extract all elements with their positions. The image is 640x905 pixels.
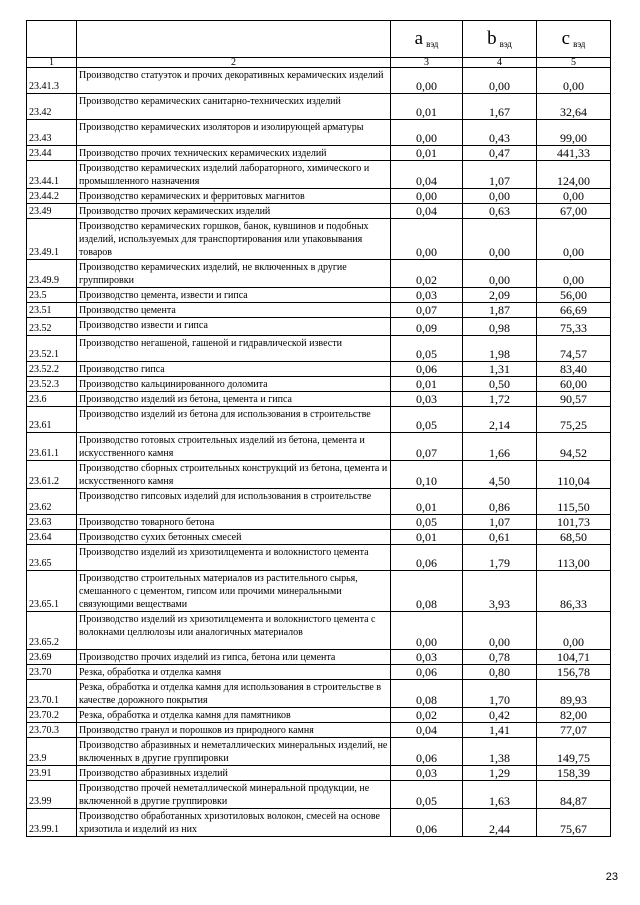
value-b: 0,00	[463, 260, 537, 288]
row-name: Производство керамических изделий лабораторного, химического и промышленного назначения	[77, 161, 391, 189]
row-name: Производство готовых строительных изделий из бетона, цемента и искусственного камня	[77, 433, 391, 461]
value-b: 0,78	[463, 650, 537, 665]
table-row	[27, 362, 611, 377]
value-b: 1,07	[463, 515, 537, 530]
row-name: Производство керамических санитарно-технических изделий	[77, 94, 391, 120]
value-a: 0,06	[391, 545, 463, 571]
row-name: Производство товарного бетона	[77, 515, 391, 530]
value-b: 1,41	[463, 723, 537, 738]
table-row	[27, 219, 611, 260]
header-c: c $_{вэд}$	[537, 21, 611, 58]
value-b: 2,44	[463, 809, 537, 837]
value-a: 0,00	[391, 612, 463, 650]
value-b: 1,98	[463, 336, 537, 362]
row-name: Производство керамических изделий, не включенных в другие группировки	[77, 260, 391, 288]
column-number-row	[27, 58, 611, 68]
header-a: a $_{вэд}$	[391, 21, 463, 58]
row-name: Резка, обработка и отделка камня для использования в строительстве в качестве дорожного покрытия	[77, 680, 391, 708]
value-c: 83,40	[537, 362, 611, 377]
row-code: 23.70.1	[27, 680, 77, 708]
row-code: 23.64	[27, 530, 77, 545]
value-c: 0,00	[537, 612, 611, 650]
value-a: 0,00	[391, 189, 463, 204]
table-row	[27, 680, 611, 708]
value-a: 0,01	[391, 146, 463, 161]
value-a: 0,04	[391, 204, 463, 219]
table-row	[27, 161, 611, 189]
value-b: 0,00	[463, 68, 537, 94]
value-c: 149,75	[537, 738, 611, 766]
column-number: 1	[27, 58, 77, 68]
value-b: 2,14	[463, 407, 537, 433]
table-row	[27, 530, 611, 545]
row-name: Производство гипсовых изделий для использования в строительстве	[77, 489, 391, 515]
row-name: Производство сухих бетонных смесей	[77, 530, 391, 545]
row-name: Производство прочей неметаллической минеральной продукции, не включенной в другие группировки	[77, 781, 391, 809]
header-name-cell	[77, 21, 391, 58]
value-b: 0,50	[463, 377, 537, 392]
value-c: 99,00	[537, 120, 611, 146]
table-row	[27, 809, 611, 837]
value-c: 158,39	[537, 766, 611, 781]
row-name: Производство керамических и ферритовых магнитов	[77, 189, 391, 204]
value-a: 0,08	[391, 571, 463, 612]
row-code: 23.99.1	[27, 809, 77, 837]
row-code: 23.42	[27, 94, 77, 120]
value-a: 0,05	[391, 515, 463, 530]
value-b: 1,79	[463, 545, 537, 571]
value-c: 66,69	[537, 303, 611, 318]
value-b: 0,43	[463, 120, 537, 146]
header-row	[27, 21, 611, 58]
row-code: 23.63	[27, 515, 77, 530]
value-a: 0,05	[391, 407, 463, 433]
value-b: 0,63	[463, 204, 537, 219]
row-code: 23.61	[27, 407, 77, 433]
column-number: 2	[77, 58, 391, 68]
table-row	[27, 489, 611, 515]
value-c: 94,52	[537, 433, 611, 461]
value-a: 0,05	[391, 336, 463, 362]
row-name: Производство негашеной, гашеной и гидравлической извести	[77, 336, 391, 362]
row-code: 23.44.1	[27, 161, 77, 189]
row-code: 23.49.9	[27, 260, 77, 288]
row-code: 23.51	[27, 303, 77, 318]
value-a: 0,06	[391, 809, 463, 837]
table-row	[27, 407, 611, 433]
column-number: 4	[463, 58, 537, 68]
table-row	[27, 515, 611, 530]
value-c: 89,93	[537, 680, 611, 708]
value-c: 0,00	[537, 68, 611, 94]
row-name: Производство абразивных изделий	[77, 766, 391, 781]
value-a: 0,06	[391, 738, 463, 766]
row-code: 23.52.3	[27, 377, 77, 392]
row-name: Производство прочих изделий из гипса, бетона или цемента	[77, 650, 391, 665]
row-name: Производство изделий из хризотилцемента и волокнистого цемента с волокнами целлюлозы или аналогичных материалов	[77, 612, 391, 650]
value-c: 68,50	[537, 530, 611, 545]
row-code: 23.52.2	[27, 362, 77, 377]
row-code: 23.43	[27, 120, 77, 146]
value-a: 0,03	[391, 766, 463, 781]
value-c: 77,07	[537, 723, 611, 738]
table-row	[27, 708, 611, 723]
value-a: 0,03	[391, 650, 463, 665]
value-c: 84,87	[537, 781, 611, 809]
row-code: 23.61.2	[27, 461, 77, 489]
table-row	[27, 392, 611, 407]
row-name: Производство цемента	[77, 303, 391, 318]
value-b: 1,70	[463, 680, 537, 708]
table-row	[27, 318, 611, 336]
value-a: 0,01	[391, 377, 463, 392]
column-number: 3	[391, 58, 463, 68]
value-b: 1,07	[463, 161, 537, 189]
value-a: 0,01	[391, 489, 463, 515]
value-c: 56,00	[537, 288, 611, 303]
coefficients-table	[26, 20, 611, 837]
table-row	[27, 766, 611, 781]
value-a: 0,01	[391, 530, 463, 545]
value-c: 0,00	[537, 189, 611, 204]
row-name: Производство обработанных хризотиловых волокон, смесей на основе хризотила и изделий из них	[77, 809, 391, 837]
value-c: 113,00	[537, 545, 611, 571]
value-c: 74,57	[537, 336, 611, 362]
row-code: 23.70	[27, 665, 77, 680]
row-name: Резка, обработка и отделка камня	[77, 665, 391, 680]
value-a: 0,00	[391, 68, 463, 94]
value-c: 104,71	[537, 650, 611, 665]
row-code: 23.52.1	[27, 336, 77, 362]
value-c: 115,50	[537, 489, 611, 515]
value-a: 0,08	[391, 680, 463, 708]
value-a: 0,07	[391, 303, 463, 318]
value-c: 32,64	[537, 94, 611, 120]
table-row	[27, 288, 611, 303]
table-row	[27, 120, 611, 146]
row-name: Производство кальцинированного доломита	[77, 377, 391, 392]
table-row	[27, 650, 611, 665]
value-c: 75,33	[537, 318, 611, 336]
value-b: 0,86	[463, 489, 537, 515]
table-row	[27, 146, 611, 161]
value-b: 2,09	[463, 288, 537, 303]
row-code: 23.70.2	[27, 708, 77, 723]
value-b: 0,42	[463, 708, 537, 723]
table-row	[27, 260, 611, 288]
table-row	[27, 433, 611, 461]
value-a: 0,06	[391, 362, 463, 377]
value-a: 0,06	[391, 665, 463, 680]
row-code: 23.99	[27, 781, 77, 809]
table-row	[27, 723, 611, 738]
value-a: 0,07	[391, 433, 463, 461]
value-a: 0,05	[391, 781, 463, 809]
value-a: 0,04	[391, 161, 463, 189]
value-a: 0,00	[391, 219, 463, 260]
table-row	[27, 377, 611, 392]
table-row	[27, 68, 611, 94]
value-b: 0,61	[463, 530, 537, 545]
value-b: 1,31	[463, 362, 537, 377]
value-b: 0,00	[463, 189, 537, 204]
table-row	[27, 545, 611, 571]
row-code: 23.49	[27, 204, 77, 219]
row-name: Резка, обработка и отделка камня для памятников	[77, 708, 391, 723]
value-c: 90,57	[537, 392, 611, 407]
value-c: 101,73	[537, 515, 611, 530]
value-a: 0,03	[391, 288, 463, 303]
row-name: Производство изделий из бетона, цемента и гипса	[77, 392, 391, 407]
row-code: 23.61.1	[27, 433, 77, 461]
row-name: Производство строительных материалов из растительного сырья, смешанного с цементом, гипсом или прочими минеральными связующими веществами	[77, 571, 391, 612]
table-row	[27, 204, 611, 219]
row-code: 23.65.2	[27, 612, 77, 650]
value-b: 1,72	[463, 392, 537, 407]
row-code: 23.65	[27, 545, 77, 571]
row-name: Производство гранул и порошков из природного камня	[77, 723, 391, 738]
value-b: 0,98	[463, 318, 537, 336]
value-b: 3,93	[463, 571, 537, 612]
row-name: Производство цемента, извести и гипса	[77, 288, 391, 303]
value-b: 1,38	[463, 738, 537, 766]
value-a: 0,00	[391, 120, 463, 146]
row-name: Производство изделий из бетона для использования в строительстве	[77, 407, 391, 433]
value-b: 1,29	[463, 766, 537, 781]
value-a: 0,02	[391, 708, 463, 723]
table-row	[27, 94, 611, 120]
row-name: Производство прочих керамических изделий	[77, 204, 391, 219]
table-row	[27, 612, 611, 650]
value-a: 0,10	[391, 461, 463, 489]
value-c: 75,25	[537, 407, 611, 433]
value-c: 75,67	[537, 809, 611, 837]
row-code: 23.69	[27, 650, 77, 665]
row-name: Производство извести и гипса	[77, 318, 391, 336]
page-number: 23	[605, 871, 618, 883]
table-row	[27, 665, 611, 680]
row-name: Производство керамических горшков, банок, кувшинов и подобных изделий, используемых для транспортирования или упаковывания товаров	[77, 219, 391, 260]
table-row	[27, 781, 611, 809]
value-c: 0,00	[537, 219, 611, 260]
value-b: 0,00	[463, 612, 537, 650]
value-c: 0,00	[537, 260, 611, 288]
value-a: 0,03	[391, 392, 463, 407]
row-name: Производство изделий из хризотилцемента и волокнистого цемента	[77, 545, 391, 571]
value-c: 86,33	[537, 571, 611, 612]
value-b: 0,47	[463, 146, 537, 161]
value-a: 0,04	[391, 723, 463, 738]
row-code: 23.9	[27, 738, 77, 766]
row-name: Производство гипса	[77, 362, 391, 377]
row-code: 23.65.1	[27, 571, 77, 612]
value-b: 1,66	[463, 433, 537, 461]
row-code: 23.52	[27, 318, 77, 336]
row-name: Производство статуэток и прочих декоративных керамических изделий	[77, 68, 391, 94]
table-row	[27, 738, 611, 766]
value-b: 1,87	[463, 303, 537, 318]
value-c: 110,04	[537, 461, 611, 489]
value-c: 60,00	[537, 377, 611, 392]
table-row	[27, 461, 611, 489]
value-c: 441,33	[537, 146, 611, 161]
table-row	[27, 336, 611, 362]
table-row	[27, 303, 611, 318]
table-row	[27, 189, 611, 204]
column-number: 5	[537, 58, 611, 68]
row-code: 23.6	[27, 392, 77, 407]
row-code: 23.91	[27, 766, 77, 781]
value-c: 67,00	[537, 204, 611, 219]
row-code: 23.62	[27, 489, 77, 515]
value-b: 1,67	[463, 94, 537, 120]
value-a: 0,09	[391, 318, 463, 336]
header-code-cell	[27, 21, 77, 58]
row-code: 23.49.1	[27, 219, 77, 260]
value-b: 0,80	[463, 665, 537, 680]
value-b: 0,00	[463, 219, 537, 260]
row-code: 23.70.3	[27, 723, 77, 738]
value-a: 0,02	[391, 260, 463, 288]
table-row	[27, 571, 611, 612]
row-name: Производство абразивных и неметаллических минеральных изделий, не включенных в другие группировки	[77, 738, 391, 766]
row-code: 23.41.3	[27, 68, 77, 94]
value-c: 156,78	[537, 665, 611, 680]
row-name: Производство прочих технических керамических изделий	[77, 146, 391, 161]
row-name: Производство керамических изоляторов и изолирующей арматуры	[77, 120, 391, 146]
value-c: 124,00	[537, 161, 611, 189]
row-code: 23.5	[27, 288, 77, 303]
row-name: Производство сборных строительных конструкций из бетона, цемента и искусственного камня	[77, 461, 391, 489]
value-b: 4,50	[463, 461, 537, 489]
row-code: 23.44	[27, 146, 77, 161]
row-code: 23.44.2	[27, 189, 77, 204]
header-b: b $_{вэд}$	[463, 21, 537, 58]
value-c: 82,00	[537, 708, 611, 723]
value-a: 0,01	[391, 94, 463, 120]
value-b: 1,63	[463, 781, 537, 809]
